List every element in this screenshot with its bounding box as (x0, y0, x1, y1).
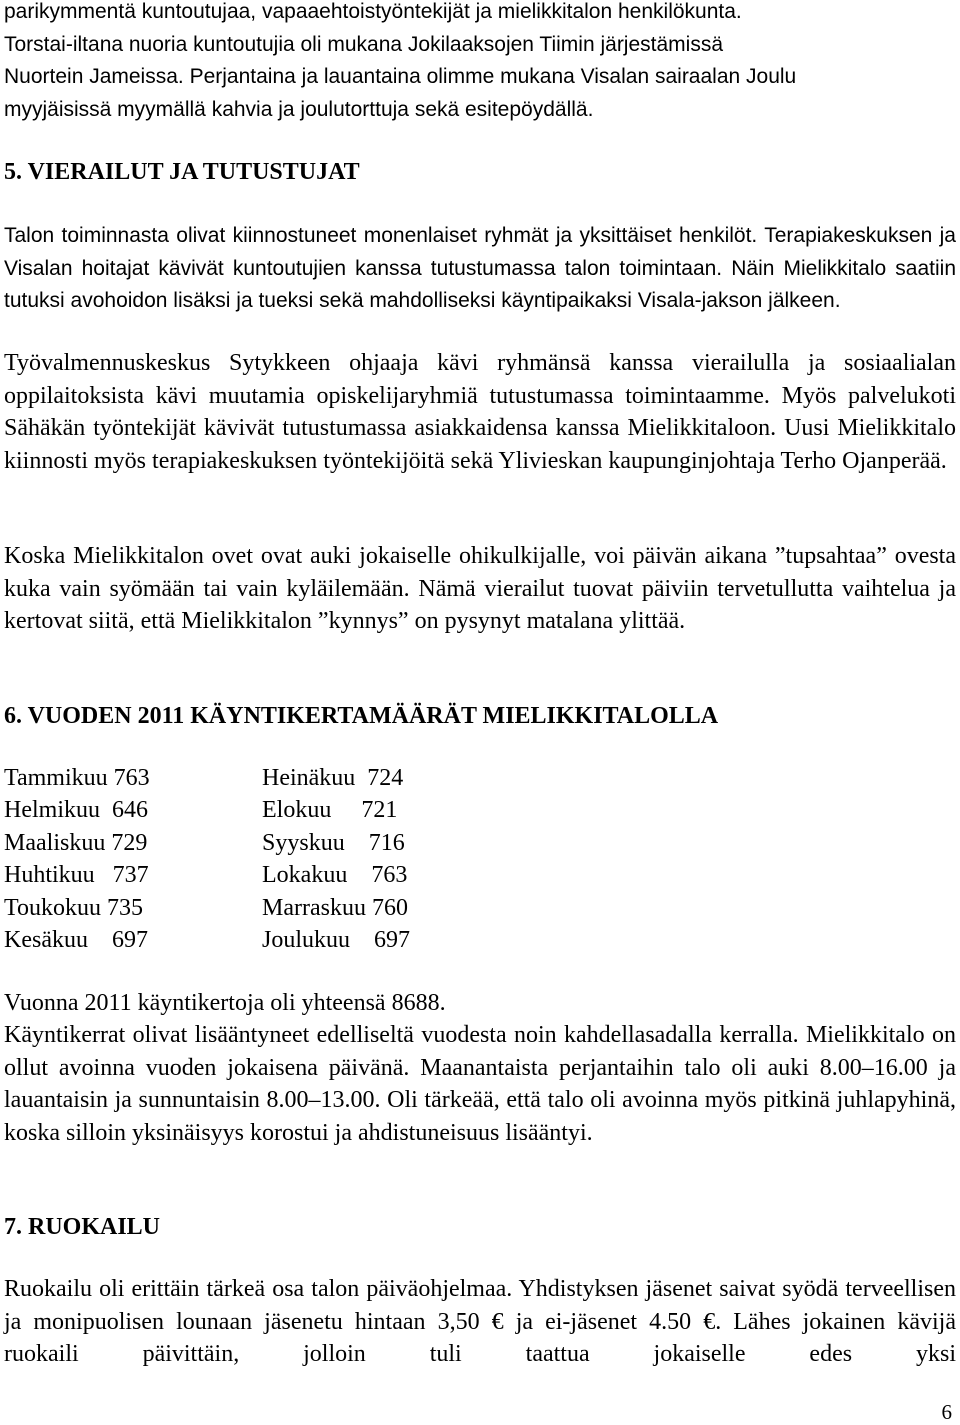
month-visits-right: Elokuu 721 (262, 797, 398, 824)
monthly-visits-row (4, 762, 524, 794)
month-visits-right: Joulukuu 697 (262, 926, 411, 953)
month-visits-left: Helmikuu 646 (4, 797, 148, 824)
section-5-heading: 5. VIERAILUT JA TUTUSTUJAT (4, 159, 360, 185)
section-7-paragraph: Ruokailu oli erittäin tärkeä osa talon päiväohjelmaa. Yhdistyksen jäsenet saivat syödä terveellisen ja monipuolisen lounaan jäsenetu hintaan 3,50 € ja ei-jäsenet 4.50 €. Lähes jokainen kävijä ruokaili päivittäin, jolloin tuli taattua jokaiselle edes yksi (4, 1276, 956, 1367)
section-5-paragraph-1: Talon toiminnasta olivat kiinnostuneet monenlaiset ryhmät ja yksittäiset henkilöt. Terapiakeskuksen ja Visalan hoitajat kävivät kuntoutujien kanssa tutustumassa talon toimintaan. Näin Mielikkitalo saatiin tutuksi avohoidon lisäksi ja tueksi sekä mahdolliseksi käyntipaikaksi Visala-jakson jälkeen. (4, 224, 956, 312)
page-number: 6 (941, 1400, 952, 1424)
month-visits-left: Huhtikuu 737 (4, 862, 149, 889)
intro-line: myyjäisissä myymällä kahvia ja joulutorttuja sekä esitepöydällä. (4, 97, 594, 121)
intro-line: Nuortein Jameissa. Perjantaina ja lauantaina olimme mukana Visalan sairaalan Joulu (4, 65, 797, 88)
monthly-visits-row (4, 892, 524, 924)
monthly-visits-list (4, 762, 524, 956)
section-6-paragraph: Käyntikerrat olivat lisääntyneet edelliseltä vuodesta noin kahdellasadalla kerralla. Mielikkitalo on ollut avoinna vuoden jokaisena päivänä. Maanantaista perjantaihin talo oli auki 8.00–16.00 ja lauantaisin ja sunnuntaisin 8.00–13.00. Oli tärkeää, että talo oli avoinna myös pitkinä juhlapyhinä, koska silloin yksinäisyys korostui ja ahdistuneisuus lisääntyi. (4, 1022, 956, 1146)
section-5-paragraph-2: Työvalmennuskeskus Sytykkeen ohjaaja kävi ryhmänsä kanssa vierailulla ja sosiaalialan oppilaitoksista kävi muutamia opiskelijaryhmiä tutustumassa toimintaamme. Myös palvelukoti Sähäkän työntekijät kävivät tutustumassa asiakkaidensa kanssa Mielikkitaloon. Uusi Mielikkitalo kiinnosti myös terapiakeskuksen työntekijöitä sekä Ylivieskan kaupunginjohtaja Terho Ojanperää. (4, 350, 956, 474)
intro-line: Torstai-iltana nuoria kuntoutujia oli mukana Jokilaaksojen Tiimin järjestämissä (4, 32, 724, 56)
intro-paragraph (4, 0, 956, 126)
section-7-heading: 7. RUOKAILU (4, 1214, 161, 1240)
section-6-heading: 6. VUODEN 2011 KÄYNTIKERTAMÄÄRÄT MIELIKKITALOLLA (4, 703, 719, 729)
monthly-visits-row (4, 859, 524, 891)
yearly-total: Vuonna 2011 käyntikertoja oli yhteensä 8688. (4, 990, 446, 1016)
month-visits-right: Marraskuu 760 (262, 894, 408, 921)
month-visits-left: Toukokuu 735 (4, 894, 143, 921)
section-5-paragraph-3: Koska Mielikkitalon ovet ovat auki jokaiselle ohikulkijalle, voi päivän aikana ”tupsahtaa” ovesta kuka vain syömään tai vain kyläilemään. Nämä vierailut tuovat päiviin tervetullutta vaihtelua ja kertovat siitä, että Mielikkitalon ”kynnys” on pysynyt matalana ylittää. (4, 543, 956, 634)
monthly-visits-row (4, 794, 524, 826)
monthly-visits-row (4, 924, 524, 956)
month-visits-right: Heinäkuu 724 (262, 765, 404, 791)
intro-line: parikymmentä kuntoutujaa, vapaaehtoistyöntekijät ja mielikkitalon henkilökunta. (4, 0, 742, 23)
month-visits-left: Kesäkuu 697 (4, 926, 148, 953)
monthly-visits-row (4, 827, 524, 859)
month-visits-right: Lokakuu 763 (262, 862, 408, 889)
month-visits-left: Tammikuu 763 (4, 765, 150, 791)
month-visits-left: Maaliskuu 729 (4, 829, 148, 856)
month-visits-right: Syyskuu 716 (262, 829, 405, 856)
